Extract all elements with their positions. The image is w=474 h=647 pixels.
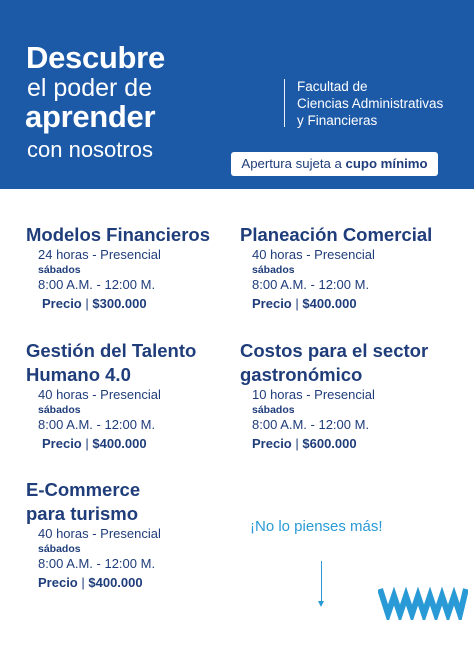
course-hours: 10 horas - Presencial (252, 387, 375, 402)
price-value: $600.000 (302, 436, 357, 451)
price-label: Precio (42, 436, 82, 451)
price-separator: | (81, 575, 85, 590)
headline-con-nosotros: con nosotros (27, 137, 153, 162)
course-hours: 40 horas - Presencial (38, 526, 161, 541)
course-gestion-talento-humano (26, 339, 196, 453)
course-price (38, 295, 210, 313)
headline-el-poder-de: el poder de (27, 74, 153, 102)
course-e-commerce-turismo (26, 478, 161, 592)
course-title-line-2: Humano 4.0 (26, 364, 131, 385)
price-value: $300.000 (92, 296, 147, 311)
course-title: Planeación Comercial (240, 224, 433, 245)
price-separator: | (85, 296, 89, 311)
course-days: sábados (252, 404, 295, 416)
faculty-divider (284, 79, 285, 127)
opening-prefix: Apertura sujeta a (241, 156, 346, 171)
down-arrow-icon (321, 561, 322, 601)
course-title-line-1: E-Commerce (26, 479, 141, 500)
course-modelos-financieros (26, 223, 210, 313)
course-time: 8:00 A.M. - 12:00 M. (252, 277, 370, 292)
course-title-line-1: Gestión del Talento (26, 340, 197, 361)
price-label: Precio (42, 296, 82, 311)
course-hours: 40 horas - Presencial (252, 247, 375, 262)
down-arrow-head-icon (318, 601, 324, 607)
price-value: $400.000 (92, 436, 147, 451)
price-value: $400.000 (88, 575, 143, 590)
price-label: Precio (38, 575, 78, 590)
course-price (38, 435, 196, 453)
course-days: sábados (38, 264, 81, 276)
course-title-line-2: para turismo (26, 503, 139, 524)
course-days: sábados (38, 404, 81, 416)
call-to-action: ¡No lo pienses más! (250, 518, 383, 535)
price-label: Precio (252, 436, 292, 451)
course-price (252, 295, 432, 313)
course-title: Modelos Financieros (26, 224, 211, 245)
course-costos-gastronomico (240, 339, 428, 453)
price-separator: | (295, 436, 299, 451)
header-banner (0, 0, 474, 189)
faculty-line-3: y Financieras (297, 113, 378, 128)
opening-notice (231, 152, 438, 176)
price-value: $400.000 (302, 296, 357, 311)
course-price (38, 574, 161, 592)
course-days: sábados (252, 264, 295, 276)
price-separator: | (85, 436, 89, 451)
faculty-line-1: Facultad de (297, 79, 368, 94)
course-time: 8:00 A.M. - 12:00 M. (38, 277, 156, 292)
course-title-line-2: gastronómico (240, 364, 363, 385)
price-label: Precio (252, 296, 292, 311)
course-days: sábados (38, 543, 81, 555)
course-title-line-1: Costos para el sector (240, 340, 429, 361)
course-time: 8:00 A.M. - 12:00 M. (38, 556, 156, 571)
course-price (252, 435, 428, 453)
headline-descubre: Descubre (26, 40, 165, 75)
zigzag-logo (378, 582, 468, 620)
course-hours: 40 horas - Presencial (38, 387, 161, 402)
course-time: 8:00 A.M. - 12:00 M. (252, 417, 370, 432)
course-hours: 24 horas - Presencial (38, 247, 161, 262)
price-separator: | (295, 296, 299, 311)
course-planeacion-comercial (240, 223, 432, 313)
faculty-line-2: Ciencias Administrativas (297, 96, 444, 111)
opening-bold: cupo mínimo (345, 156, 428, 171)
course-time: 8:00 A.M. - 12:00 M. (38, 417, 156, 432)
faculty-name (297, 78, 443, 129)
headline-aprender: aprender (25, 99, 156, 134)
